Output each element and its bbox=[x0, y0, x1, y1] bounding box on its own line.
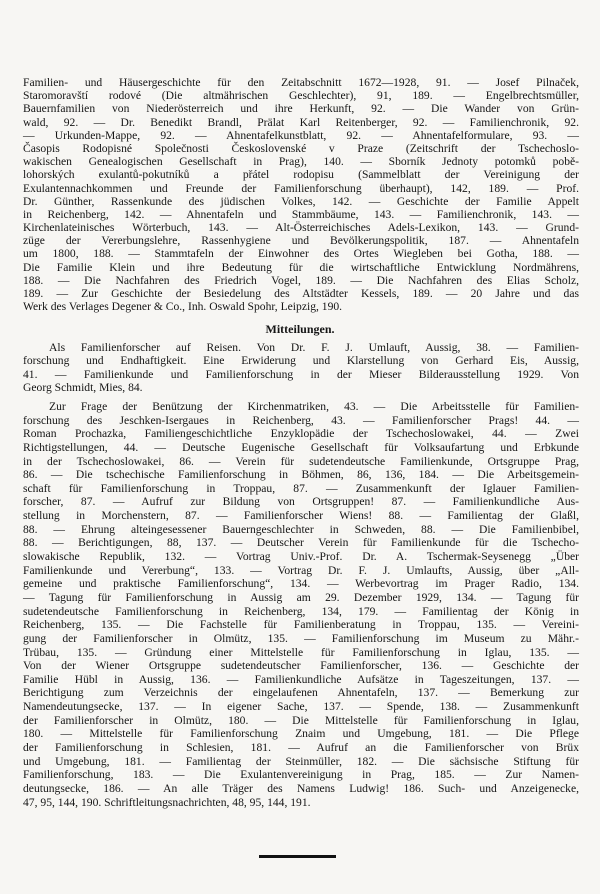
text-line: Roman Prochazka, Familiengeschichtliche Enzyklopädie der Tschechoslowakei, 44. — Zwei bbox=[23, 427, 579, 441]
text-line: Zur Frage der Benützung der Kirchenmatriken, 43. — Die Arbeitsstelle für Familien- bbox=[49, 400, 579, 413]
text-line: Kirchenlateinisches Wörterbuch, 143. — Alt-Österreichisches Adels-Lexikon, 143. — Grund- bbox=[23, 221, 579, 235]
text-line: slowakische Republik, 132. — Vortrag Univ.-Prof. Dr. A. Tschermak-Seysenegg „Über bbox=[23, 550, 579, 564]
text-line: um 1800, 188. — Stammtafeln der Einwohner des Ortes Wiegleben bei Gotha, 188. — bbox=[23, 247, 579, 261]
text-line: Von der Wiener Ortsgruppe sudetendeutscher Familienforscher, 136. — Geschichte der bbox=[23, 659, 579, 673]
text-line: in der Tschechoslowakei, 86. — Verein für sudetendeutsche Familienkunde, Ortsgruppe Prag, bbox=[23, 454, 579, 468]
text-line: 189. — Zur Geschichte der Besiedelung des Altstädter Kessels, 189. — 20 Jahre und das bbox=[23, 287, 579, 300]
end-rule-divider bbox=[259, 855, 336, 858]
text-line: Georg Schmidt, Mies, 84. bbox=[23, 381, 143, 395]
text-line: Exulantennachkommen und Freunde der Familienforschung überhaupt), 142, 189. — Prof. bbox=[23, 181, 579, 195]
text-line: 86. — Die tschechische Familienforschung in Böhmen, 86, 136, 184. — Die Arbeitsgemein- bbox=[23, 468, 579, 482]
text-line: 47, 95, 144, 190. Schriftleitungsnachrichten, 48, 95, 144, 191. bbox=[23, 795, 311, 809]
text-line: forscher, 87. — Aufruf zur Bildung von Ortsgruppen! 87. — Familienkundliche Aus- bbox=[23, 495, 579, 509]
text-line: in Reichenberg, 142. — Ahnentafeln und Stammbäume, 143. — Familienchronik, 143. — bbox=[23, 207, 579, 221]
text-line: Časopis Rodopisné Společnosti Československé v Praze (Zeitschrift der Tschechoslo- bbox=[23, 141, 579, 155]
text-line: 88. — Ehrung alteingesessener Bauerngeschlechter in Schweden, 88. — Die Familienbibel, bbox=[23, 522, 579, 536]
text-line: Trübau, 135. — Gründung einer Mittelstelle für Familienforschung in Iglau, 135. — bbox=[23, 645, 579, 659]
text-line: — Tagung für Familienforschung in Aussig am 29. Dezember 1929, 134. — Tagung für bbox=[23, 590, 579, 604]
text-line: 188. — Die Nachfahren des Friedrich Vogel, 189. — Die Nachfahren des Elias Scholz, bbox=[23, 273, 579, 287]
text-line: Reichenberg, 135. — Die Fachstelle für Familienberatung in Troppau, 135. — Vereini- bbox=[23, 618, 579, 632]
text-line: Richtigstellungen, 44. — Deutsche Eugenische Gesellschaft für Volksaufartung und Erbkunde bbox=[23, 440, 579, 454]
text-line: gung der Familienforscher in Olmütz, 135. — Familienforschung im Museum zu Mähr.- bbox=[23, 631, 579, 645]
text-line: 88. — Berichtigungen, 88, 137. — Deutscher Verein für Familienkunde für die Tschecho- bbox=[23, 536, 579, 550]
text-line: stellung in Morchenstern, 87. — Familienforscher Wiens! 88. — Familientag der Glaßl, bbox=[23, 509, 579, 523]
text-line: Die Familie Klein und ihre Bedeutung für die wirtschaftliche Entwicklung Nordmährens, bbox=[23, 260, 579, 274]
text-line: deutungsecke, 186. — An alle Träger des Namens Ludwig! 186. Such- und Anzeigenecke, bbox=[23, 781, 579, 795]
paragraph-mitteilungen-notes bbox=[23, 400, 579, 809]
text-line: schaft für Familienforschung in Troppau, 87. — Zusammenkunft der Iglauer Familien- bbox=[23, 481, 579, 495]
text-line: züge der Vererbungslehre, Rassenhygiene und Bevölkerungspolitik, 187. — Ahnentafeln bbox=[23, 234, 579, 248]
text-line: lohorských exulantů-pokutníků a přátel rodopisu (Sammelblatt der Vereinigung der bbox=[23, 168, 579, 182]
text-line: Dr. Günther, Rassenkunde des jüdischen Volkes, 142. — Geschichte der Familie Appelt bbox=[23, 194, 579, 208]
text-line: — Urkunden-Mappe, 92. — Ahnentafelkunstblatt, 92. — Ahnentafelformulare, 93. — bbox=[23, 128, 579, 142]
text-line: wald, 92. — Dr. Benedikt Brandl, Prälat Karl Reitenberger, 92. — Familienchronik, 92. bbox=[23, 115, 579, 129]
section-heading: Mitteilungen. bbox=[265, 322, 335, 336]
index-section-literature bbox=[23, 76, 579, 313]
text-line: der Familienforschung in Schlesien, 181. — Aufruf an die Familienforscher von Brüx bbox=[23, 741, 579, 755]
text-line: der Familienforscher in Olmütz, 180. — Die Mittelstelle für Familienforschung in Iglau, bbox=[23, 713, 579, 727]
text-line: Staromoravští rodové (Die altmährischen Geschlechter), 91, 189. — Engelbrechtsmüller, bbox=[23, 89, 579, 103]
text-line: sudetendeutsche Familienforschung in Reichenberg, 134, 179. — Familientag der König in bbox=[23, 604, 579, 618]
text-line: 180. — Mittelstelle für Familienforschung Znaim und Umgebung, 181. — Die Pflege bbox=[23, 727, 579, 741]
text-line: Als Familienforscher auf Reisen. Von Dr. F. J. Umlauft, Aussig, 38. — Familien- bbox=[49, 341, 579, 354]
text-line: Berichtigung zum Verzeichnis der eingelaufenen Ahnentafeln, 137. — Bemerkung zur bbox=[23, 686, 579, 700]
text-line: 41. — Familienkunde und Familienforschung in der Mieser Bilderausstellung 1929. Von bbox=[23, 367, 579, 381]
text-line: Familienkunde und Vererbung“, 133. — Vortrag Dr. F. J. Umlaufts, Aussig, über „All- bbox=[23, 563, 579, 577]
text-line: Familien- und Häusergeschichte für den Zeitabschnitt 1672—1928, 91. — Josef Pilnaček, bbox=[23, 76, 579, 89]
text-line: Familie Hübl in Aussig, 136. — Familienkundliche Aufsätze in Tageszeitungen, 137. — bbox=[23, 672, 579, 686]
text-line: gemeine und praktische Familienforschung“, 134. — Werbevortrag im Prager Radio, 134. bbox=[23, 577, 579, 591]
paragraph-mitteilungen-articles bbox=[23, 341, 579, 395]
text-line: Werk des Verlages Degener & Co., Inh. Oswald Spohr, Leipzig, 190. bbox=[23, 300, 343, 314]
text-line: Familienforschung, 183. — Die Exulantenvereinigung in Prag, 185. — Zur Namen- bbox=[23, 768, 579, 782]
text-line: wakischen Genealogischen Gesellschaft in Prag), 140. — Sborník Jednoty potomků pobě- bbox=[23, 155, 579, 169]
text-line: forschung des Jeschken-Isergaues in Reichenberg, 43. — Familienforscher Prags! 44. — bbox=[23, 413, 579, 427]
text-line: forschung und Endhaftigkeit. Eine Erwiderung und Klarstellung von Gerhard Eis, Aussig, bbox=[23, 354, 579, 368]
text-line: und Umgebung, 181. — Familientag der Steinmüller, 182. — Die sächsische Stiftung für bbox=[23, 754, 579, 768]
text-line: Bauernfamilien von Niederösterreich und ihre Herkunft, 92. — Die Wander von Grün- bbox=[23, 102, 579, 116]
text-line: Namendeutungsecke, 137. — In eigener Sache, 137. — Spende, 138. — Zusammenkunft bbox=[23, 700, 579, 714]
